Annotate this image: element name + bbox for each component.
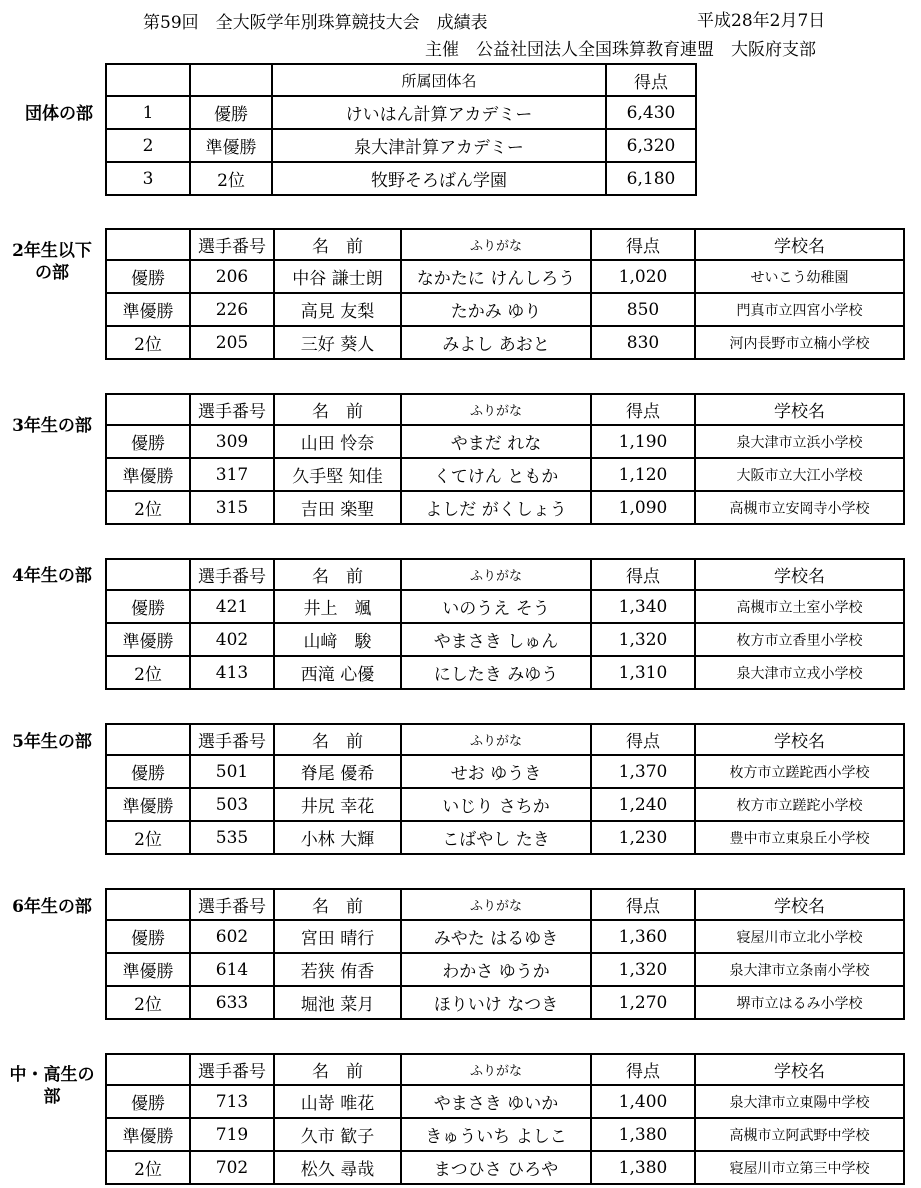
player-furigana: みよし あおと bbox=[401, 326, 591, 359]
player-number: 309 bbox=[190, 425, 274, 458]
school-name: 河内長野市立楠小学校 bbox=[695, 326, 904, 359]
header-cell: 名 前 bbox=[274, 889, 401, 920]
player-number: 501 bbox=[190, 755, 274, 788]
table-row bbox=[106, 1118, 904, 1151]
header-cell: 得点 bbox=[591, 889, 695, 920]
player-furigana: くてけん ともか bbox=[401, 458, 591, 491]
team-score: 6,320 bbox=[606, 129, 696, 162]
player-name: 若狭 侑香 bbox=[274, 953, 401, 986]
table-row bbox=[106, 788, 904, 821]
player-furigana: ほりいけ なつき bbox=[401, 986, 591, 1019]
school-name: 泉大津市立条南小学校 bbox=[695, 953, 904, 986]
header-cell: 名 前 bbox=[274, 394, 401, 425]
organizer-line: 主催 公益社団法人全国珠算教育連盟 大阪府支部 bbox=[425, 40, 816, 60]
player-name: 松久 尋哉 bbox=[274, 1151, 401, 1184]
player-furigana: まつひさ ひろや bbox=[401, 1151, 591, 1184]
player-score: 1,240 bbox=[591, 788, 695, 821]
section-results-table bbox=[105, 558, 905, 690]
header-cell: 選手番号 bbox=[190, 394, 274, 425]
header-cell: 選手番号 bbox=[190, 889, 274, 920]
table-row bbox=[106, 623, 904, 656]
player-furigana: せお ゆうき bbox=[401, 755, 591, 788]
team-rank: 3 bbox=[106, 162, 190, 195]
header-cell: 得点 bbox=[591, 1054, 695, 1085]
section-label: 2年生以下 の部 bbox=[12, 241, 92, 283]
player-number: 719 bbox=[190, 1118, 274, 1151]
page-title: 第59回 全大阪学年別珠算競技大会 成績表 bbox=[143, 13, 488, 33]
player-name: 三好 葵人 bbox=[274, 326, 401, 359]
school-name: 大阪市立大江小学校 bbox=[695, 458, 904, 491]
team-rank: 1 bbox=[106, 96, 190, 129]
award: 準優勝 bbox=[106, 623, 190, 656]
player-number: 713 bbox=[190, 1085, 274, 1118]
award: 準優勝 bbox=[106, 953, 190, 986]
section-header-row bbox=[106, 889, 904, 920]
school-name: 寝屋川市立北小学校 bbox=[695, 920, 904, 953]
player-score: 1,380 bbox=[591, 1118, 695, 1151]
header-cell: 名 前 bbox=[274, 724, 401, 755]
table-row bbox=[106, 953, 904, 986]
player-name: 宮田 晴行 bbox=[274, 920, 401, 953]
table-row bbox=[106, 656, 904, 689]
award: 準優勝 bbox=[106, 293, 190, 326]
header-cell: 得点 bbox=[606, 64, 696, 96]
player-name: 中谷 謙士朗 bbox=[274, 260, 401, 293]
header-cell: 学校名 bbox=[695, 229, 904, 260]
school-name: 高槻市立土室小学校 bbox=[695, 590, 904, 623]
header-cell: ふりがな bbox=[401, 394, 591, 425]
event-date: 平成28年2月7日 bbox=[697, 11, 826, 31]
player-number: 614 bbox=[190, 953, 274, 986]
award: 優勝 bbox=[106, 260, 190, 293]
header-cell: 得点 bbox=[591, 724, 695, 755]
header-cell: 学校名 bbox=[695, 1054, 904, 1085]
school-name: 堺市立はるみ小学校 bbox=[695, 986, 904, 1019]
table-row bbox=[106, 986, 904, 1019]
award: 2位 bbox=[106, 326, 190, 359]
table-row bbox=[106, 96, 696, 129]
header-cell: 所属団体名 bbox=[272, 64, 606, 96]
table-row bbox=[106, 1085, 904, 1118]
header-cell bbox=[106, 229, 190, 260]
section-results-table bbox=[105, 1053, 905, 1185]
table-row bbox=[106, 458, 904, 491]
section-label: 4年生の部 bbox=[12, 566, 92, 586]
section-label: 6年生の部 bbox=[12, 897, 92, 917]
player-furigana: わかさ ゆうか bbox=[401, 953, 591, 986]
header-cell bbox=[106, 1054, 190, 1085]
player-name: 西滝 心優 bbox=[274, 656, 401, 689]
player-score: 1,270 bbox=[591, 986, 695, 1019]
table-row bbox=[106, 755, 904, 788]
section-header-row bbox=[106, 394, 904, 425]
player-furigana: たかみ ゆり bbox=[401, 293, 591, 326]
player-name: 井上 颯 bbox=[274, 590, 401, 623]
player-number: 702 bbox=[190, 1151, 274, 1184]
section-header-row bbox=[106, 559, 904, 590]
table-row bbox=[106, 162, 696, 195]
award: 2位 bbox=[106, 656, 190, 689]
player-score: 1,230 bbox=[591, 821, 695, 854]
team-name: けいはん計算アカデミー bbox=[272, 96, 606, 129]
player-furigana: みやた はるゆき bbox=[401, 920, 591, 953]
team-score: 6,430 bbox=[606, 96, 696, 129]
player-furigana: いじり さちか bbox=[401, 788, 591, 821]
team-results-table bbox=[105, 63, 697, 196]
section-label: 中・高生の 部 bbox=[9, 1065, 95, 1107]
player-furigana: やまだ れな bbox=[401, 425, 591, 458]
header-cell bbox=[106, 724, 190, 755]
player-name: 高見 友梨 bbox=[274, 293, 401, 326]
header-cell bbox=[106, 64, 190, 96]
team-rank: 2 bbox=[106, 129, 190, 162]
player-score: 1,360 bbox=[591, 920, 695, 953]
award: 準優勝 bbox=[106, 458, 190, 491]
award: 準優勝 bbox=[106, 1118, 190, 1151]
player-score: 1,400 bbox=[591, 1085, 695, 1118]
player-number: 421 bbox=[190, 590, 274, 623]
section-results-table bbox=[105, 393, 905, 525]
section-results-table bbox=[105, 723, 905, 855]
player-name: 山嵜 唯花 bbox=[274, 1085, 401, 1118]
player-number: 413 bbox=[190, 656, 274, 689]
school-name: 枚方市立香里小学校 bbox=[695, 623, 904, 656]
team-award: 準優勝 bbox=[190, 129, 272, 162]
school-name: 高槻市立阿武野中学校 bbox=[695, 1118, 904, 1151]
player-score: 1,020 bbox=[591, 260, 695, 293]
header-cell: ふりがな bbox=[401, 229, 591, 260]
team-header-row bbox=[106, 64, 696, 96]
header-cell: 学校名 bbox=[695, 889, 904, 920]
school-name: 泉大津市立浜小学校 bbox=[695, 425, 904, 458]
player-score: 1,320 bbox=[591, 623, 695, 656]
player-number: 602 bbox=[190, 920, 274, 953]
player-score: 1,370 bbox=[591, 755, 695, 788]
player-number: 503 bbox=[190, 788, 274, 821]
player-score: 1,120 bbox=[591, 458, 695, 491]
player-furigana: やまさき ゆいか bbox=[401, 1085, 591, 1118]
header-cell: ふりがな bbox=[401, 1054, 591, 1085]
award: 優勝 bbox=[106, 920, 190, 953]
team-score: 6,180 bbox=[606, 162, 696, 195]
header-cell bbox=[106, 889, 190, 920]
school-name: せいこう幼稚園 bbox=[695, 260, 904, 293]
school-name: 枚方市立蹉跎西小学校 bbox=[695, 755, 904, 788]
player-name: 小林 大輝 bbox=[274, 821, 401, 854]
award: 優勝 bbox=[106, 425, 190, 458]
section-header-row bbox=[106, 229, 904, 260]
school-name: 寝屋川市立第三中学校 bbox=[695, 1151, 904, 1184]
player-number: 535 bbox=[190, 821, 274, 854]
table-row bbox=[106, 1151, 904, 1184]
player-name: 井尻 幸花 bbox=[274, 788, 401, 821]
header-cell: 名 前 bbox=[274, 1054, 401, 1085]
table-row bbox=[106, 129, 696, 162]
award: 2位 bbox=[106, 491, 190, 524]
header-cell: 選手番号 bbox=[190, 559, 274, 590]
school-name: 枚方市立蹉跎小学校 bbox=[695, 788, 904, 821]
header-cell: 選手番号 bbox=[190, 229, 274, 260]
player-score: 1,310 bbox=[591, 656, 695, 689]
header-cell: 選手番号 bbox=[190, 724, 274, 755]
table-row bbox=[106, 425, 904, 458]
section-label: 3年生の部 bbox=[12, 416, 92, 436]
school-name: 高槻市立安岡寺小学校 bbox=[695, 491, 904, 524]
header-cell: 得点 bbox=[591, 394, 695, 425]
school-name: 豊中市立東泉丘小学校 bbox=[695, 821, 904, 854]
award: 優勝 bbox=[106, 755, 190, 788]
header-cell: 学校名 bbox=[695, 394, 904, 425]
player-furigana: やまさき しゅん bbox=[401, 623, 591, 656]
header-cell: ふりがな bbox=[401, 559, 591, 590]
player-furigana: きゅういち よしこ bbox=[401, 1118, 591, 1151]
player-name: 吉田 楽聖 bbox=[274, 491, 401, 524]
school-name: 門真市立四宮小学校 bbox=[695, 293, 904, 326]
header-cell bbox=[106, 394, 190, 425]
section-results-table bbox=[105, 888, 905, 1020]
team-name: 牧野そろばん学園 bbox=[272, 162, 606, 195]
header-cell bbox=[190, 64, 272, 96]
award: 準優勝 bbox=[106, 788, 190, 821]
player-score: 1,340 bbox=[591, 590, 695, 623]
player-furigana: なかたに けんしろう bbox=[401, 260, 591, 293]
player-name: 山田 怜奈 bbox=[274, 425, 401, 458]
team-name: 泉大津計算アカデミー bbox=[272, 129, 606, 162]
award: 2位 bbox=[106, 821, 190, 854]
player-number: 226 bbox=[190, 293, 274, 326]
player-number: 402 bbox=[190, 623, 274, 656]
section-header-row bbox=[106, 1054, 904, 1085]
section-label: 5年生の部 bbox=[12, 732, 92, 752]
table-row bbox=[106, 590, 904, 623]
section-results-table bbox=[105, 228, 905, 360]
header-cell: 得点 bbox=[591, 229, 695, 260]
team-award: 2位 bbox=[190, 162, 272, 195]
school-name: 泉大津市立戎小学校 bbox=[695, 656, 904, 689]
player-number: 205 bbox=[190, 326, 274, 359]
player-name: 脊尾 優希 bbox=[274, 755, 401, 788]
award: 優勝 bbox=[106, 590, 190, 623]
award: 優勝 bbox=[106, 1085, 190, 1118]
player-score: 830 bbox=[591, 326, 695, 359]
table-row bbox=[106, 821, 904, 854]
player-score: 850 bbox=[591, 293, 695, 326]
header-cell: 選手番号 bbox=[190, 1054, 274, 1085]
player-furigana: こばやし たき bbox=[401, 821, 591, 854]
player-score: 1,380 bbox=[591, 1151, 695, 1184]
team-award: 優勝 bbox=[190, 96, 272, 129]
table-row bbox=[106, 491, 904, 524]
player-name: 堀池 菜月 bbox=[274, 986, 401, 1019]
header-cell: 学校名 bbox=[695, 559, 904, 590]
player-furigana: よしだ がくしょう bbox=[401, 491, 591, 524]
header-cell: 学校名 bbox=[695, 724, 904, 755]
player-number: 206 bbox=[190, 260, 274, 293]
table-row bbox=[106, 326, 904, 359]
table-row bbox=[106, 293, 904, 326]
player-name: 山﨑 駿 bbox=[274, 623, 401, 656]
header-cell bbox=[106, 559, 190, 590]
player-score: 1,090 bbox=[591, 491, 695, 524]
header-cell: 名 前 bbox=[274, 559, 401, 590]
table-row bbox=[106, 920, 904, 953]
header-cell: 名 前 bbox=[274, 229, 401, 260]
player-furigana: いのうえ そう bbox=[401, 590, 591, 623]
player-name: 久手堅 知佳 bbox=[274, 458, 401, 491]
team-section-label: 団体の部 bbox=[25, 104, 93, 124]
player-furigana: にしたき みゆう bbox=[401, 656, 591, 689]
header-cell: 得点 bbox=[591, 559, 695, 590]
player-number: 315 bbox=[190, 491, 274, 524]
award: 2位 bbox=[106, 1151, 190, 1184]
header-cell: ふりがな bbox=[401, 724, 591, 755]
award: 2位 bbox=[106, 986, 190, 1019]
player-number: 633 bbox=[190, 986, 274, 1019]
table-row bbox=[106, 260, 904, 293]
player-number: 317 bbox=[190, 458, 274, 491]
player-score: 1,190 bbox=[591, 425, 695, 458]
header-cell: ふりがな bbox=[401, 889, 591, 920]
section-header-row bbox=[106, 724, 904, 755]
school-name: 泉大津市立東陽中学校 bbox=[695, 1085, 904, 1118]
player-name: 久市 歓子 bbox=[274, 1118, 401, 1151]
player-score: 1,320 bbox=[591, 953, 695, 986]
